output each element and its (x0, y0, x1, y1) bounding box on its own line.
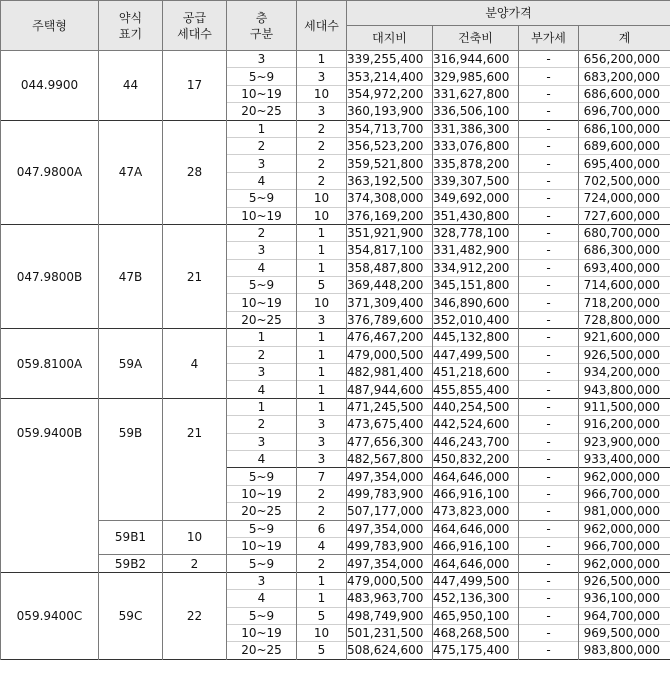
total-price-cell: 686,100,000 (579, 120, 670, 137)
building-price-cell: 331,482,900 (433, 242, 519, 259)
table-row (1, 120, 670, 137)
floor-cell: 4 (227, 172, 297, 189)
land-price-cell: 501,231,500 (347, 624, 433, 641)
table-row (1, 468, 670, 485)
floor-cell: 2 (227, 346, 297, 363)
building-price-cell: 339,307,500 (433, 172, 519, 189)
building-price-cell: 331,627,800 (433, 85, 519, 102)
building-price-cell: 351,430,800 (433, 207, 519, 224)
table-header (1, 1, 670, 51)
floor-cell: 10~19 (227, 485, 297, 502)
vat-cell: - (519, 450, 579, 467)
floor-cell: 10~19 (227, 207, 297, 224)
floor-cell: 1 (227, 120, 297, 137)
vat-cell: - (519, 607, 579, 624)
building-price-cell: 468,268,500 (433, 624, 519, 641)
total-price-cell: 983,800,000 (579, 642, 670, 659)
floor-cell: 5~9 (227, 607, 297, 624)
land-price-cell: 479,000,500 (347, 346, 433, 363)
supply-cell: 22 (163, 572, 227, 659)
units-cell: 3 (297, 416, 347, 433)
building-price-cell: 335,878,200 (433, 155, 519, 172)
total-price-cell: 936,100,000 (579, 590, 670, 607)
abbrev-cell: 59A (99, 329, 163, 399)
floor-cell: 1 (227, 398, 297, 415)
total-price-cell: 926,500,000 (579, 572, 670, 589)
floor-cell: 20~25 (227, 311, 297, 328)
land-price-cell: 363,192,500 (347, 172, 433, 189)
building-price-cell: 331,386,300 (433, 120, 519, 137)
land-price-cell: 351,921,900 (347, 224, 433, 241)
units-cell: 7 (297, 468, 347, 485)
housing-type-cell: 059.8100A (1, 329, 99, 399)
units-cell: 3 (297, 68, 347, 85)
total-price-cell: 686,600,000 (579, 85, 670, 102)
total-price-cell: 926,500,000 (579, 346, 670, 363)
abbrev-cell: 59C (99, 572, 163, 659)
building-price-cell: 328,778,100 (433, 224, 519, 241)
vat-cell: - (519, 468, 579, 485)
vat-cell: - (519, 503, 579, 520)
vat-cell: - (519, 103, 579, 120)
land-price-cell: 477,656,300 (347, 433, 433, 450)
vat-cell: - (519, 137, 579, 154)
building-price-cell: 473,823,000 (433, 503, 519, 520)
building-price-cell: 346,890,600 (433, 294, 519, 311)
units-cell: 1 (297, 398, 347, 415)
total-price-cell: 966,700,000 (579, 485, 670, 502)
housing-type-cell (1, 468, 99, 572)
total-price-cell: 911,500,000 (579, 398, 670, 415)
total-price-cell: 702,500,000 (579, 172, 670, 189)
floor-cell: 20~25 (227, 103, 297, 120)
supply-cell: 4 (163, 329, 227, 399)
header-land: 대지비 (347, 26, 433, 51)
land-price-cell: 476,467,200 (347, 329, 433, 346)
vat-cell: - (519, 155, 579, 172)
units-cell: 10 (297, 85, 347, 102)
units-cell: 1 (297, 329, 347, 346)
vat-cell: - (519, 207, 579, 224)
building-price-cell: 334,912,200 (433, 259, 519, 276)
land-price-cell: 482,567,800 (347, 450, 433, 467)
floor-cell: 5~9 (227, 468, 297, 485)
units-cell: 5 (297, 607, 347, 624)
units-cell: 10 (297, 190, 347, 207)
header-vat: 부가세 (519, 26, 579, 51)
land-price-cell: 497,354,000 (347, 468, 433, 485)
building-price-cell: 450,832,200 (433, 450, 519, 467)
building-price-cell: 329,985,600 (433, 68, 519, 85)
housing-type-cell: 059.9400B (1, 398, 99, 468)
total-price-cell: 964,700,000 (579, 607, 670, 624)
total-price-cell: 693,400,000 (579, 259, 670, 276)
total-price-cell: 981,000,000 (579, 503, 670, 520)
total-price-cell: 923,900,000 (579, 433, 670, 450)
land-price-cell: 376,169,200 (347, 207, 433, 224)
header-units: 세대수 (297, 1, 347, 51)
floor-cell: 2 (227, 416, 297, 433)
header-housing-type: 주택형 (1, 1, 99, 51)
land-price-cell: 360,193,900 (347, 103, 433, 120)
units-cell: 2 (297, 485, 347, 502)
floor-cell: 3 (227, 155, 297, 172)
building-price-cell: 446,243,700 (433, 433, 519, 450)
total-price-cell: 727,600,000 (579, 207, 670, 224)
total-price-cell: 724,000,000 (579, 190, 670, 207)
floor-cell: 20~25 (227, 503, 297, 520)
housing-type-cell: 044.9900 (1, 51, 99, 121)
table-body (1, 51, 670, 660)
building-price-cell: 464,646,000 (433, 520, 519, 537)
total-price-cell: 933,400,000 (579, 450, 670, 467)
total-price-cell: 966,700,000 (579, 537, 670, 554)
building-price-cell: 452,136,300 (433, 590, 519, 607)
floor-cell: 5~9 (227, 190, 297, 207)
vat-cell: - (519, 294, 579, 311)
supply-cell: 21 (163, 398, 227, 468)
vat-cell: - (519, 311, 579, 328)
land-price-cell: 507,177,000 (347, 503, 433, 520)
supply-cell: 2 (163, 555, 227, 572)
table-row (1, 572, 670, 589)
housing-type-cell: 059.9400C (1, 572, 99, 659)
header-price-group: 분양가격 (347, 1, 670, 26)
land-price-cell: 471,245,500 (347, 398, 433, 415)
table-row (1, 555, 670, 572)
units-cell: 1 (297, 572, 347, 589)
units-cell: 1 (297, 346, 347, 363)
building-price-cell: 451,218,600 (433, 364, 519, 381)
units-cell: 5 (297, 277, 347, 294)
floor-cell: 3 (227, 433, 297, 450)
building-price-cell: 440,254,500 (433, 398, 519, 415)
land-price-cell: 479,000,500 (347, 572, 433, 589)
floor-cell: 3 (227, 51, 297, 68)
building-price-cell: 447,499,500 (433, 346, 519, 363)
units-cell: 3 (297, 103, 347, 120)
building-price-cell: 333,076,800 (433, 137, 519, 154)
total-price-cell: 656,200,000 (579, 51, 670, 68)
table-row (1, 398, 670, 415)
building-price-cell: 352,010,400 (433, 311, 519, 328)
table-row (1, 224, 670, 241)
total-price-cell: 683,200,000 (579, 68, 670, 85)
floor-cell: 10~19 (227, 537, 297, 554)
building-price-cell: 336,506,100 (433, 103, 519, 120)
floor-cell: 3 (227, 242, 297, 259)
vat-cell: - (519, 190, 579, 207)
vat-cell: - (519, 555, 579, 572)
land-price-cell: 353,214,400 (347, 68, 433, 85)
abbrev-cell: 47B (99, 224, 163, 328)
total-price-cell: 962,000,000 (579, 468, 670, 485)
vat-cell: - (519, 259, 579, 276)
vat-cell: - (519, 590, 579, 607)
land-price-cell: 354,817,100 (347, 242, 433, 259)
land-price-cell: 339,255,400 (347, 51, 433, 68)
land-price-cell: 358,487,800 (347, 259, 433, 276)
vat-cell: - (519, 485, 579, 502)
supply-cell (163, 468, 227, 520)
land-price-cell: 356,523,200 (347, 137, 433, 154)
abbrev-cell (99, 468, 163, 520)
abbrev-cell: 47A (99, 120, 163, 224)
units-cell: 2 (297, 555, 347, 572)
floor-cell: 5~9 (227, 277, 297, 294)
land-price-cell: 374,308,000 (347, 190, 433, 207)
floor-cell: 2 (227, 224, 297, 241)
floor-cell: 3 (227, 572, 297, 589)
total-price-cell: 696,700,000 (579, 103, 670, 120)
header-supply: 공급 세대수 (163, 1, 227, 51)
vat-cell: - (519, 172, 579, 189)
units-cell: 6 (297, 520, 347, 537)
floor-cell: 3 (227, 364, 297, 381)
floor-cell: 4 (227, 590, 297, 607)
supply-cell: 21 (163, 224, 227, 328)
building-price-cell: 464,646,000 (433, 555, 519, 572)
units-cell: 2 (297, 120, 347, 137)
units-cell: 2 (297, 503, 347, 520)
building-price-cell: 316,944,600 (433, 51, 519, 68)
units-cell: 2 (297, 172, 347, 189)
abbrev-cell: 59B1 (99, 520, 163, 555)
units-cell: 10 (297, 294, 347, 311)
units-cell: 1 (297, 364, 347, 381)
total-price-cell: 916,200,000 (579, 416, 670, 433)
units-cell: 3 (297, 311, 347, 328)
building-price-cell: 349,692,000 (433, 190, 519, 207)
floor-cell: 5~9 (227, 520, 297, 537)
units-cell: 1 (297, 259, 347, 276)
floor-cell: 1 (227, 329, 297, 346)
floor-cell: 4 (227, 259, 297, 276)
land-price-cell: 376,789,600 (347, 311, 433, 328)
supply-cell: 17 (163, 51, 227, 121)
vat-cell: - (519, 520, 579, 537)
land-price-cell: 371,309,400 (347, 294, 433, 311)
land-price-cell: 473,675,400 (347, 416, 433, 433)
land-price-cell: 499,783,900 (347, 537, 433, 554)
land-price-cell: 354,972,200 (347, 85, 433, 102)
units-cell: 1 (297, 51, 347, 68)
units-cell: 1 (297, 242, 347, 259)
land-price-cell: 498,749,900 (347, 607, 433, 624)
total-price-cell: 686,300,000 (579, 242, 670, 259)
housing-type-cell: 047.9800A (1, 120, 99, 224)
units-cell: 2 (297, 155, 347, 172)
table-row (1, 520, 670, 537)
floor-cell: 20~25 (227, 642, 297, 659)
units-cell: 1 (297, 224, 347, 241)
units-cell: 5 (297, 642, 347, 659)
vat-cell: - (519, 68, 579, 85)
total-price-cell: 689,600,000 (579, 137, 670, 154)
total-price-cell: 718,200,000 (579, 294, 670, 311)
vat-cell: - (519, 624, 579, 641)
land-price-cell: 499,783,900 (347, 485, 433, 502)
building-price-cell: 466,916,100 (433, 537, 519, 554)
vat-cell: - (519, 416, 579, 433)
supply-cell: 10 (163, 520, 227, 555)
land-price-cell: 482,981,400 (347, 364, 433, 381)
vat-cell: - (519, 433, 579, 450)
abbrev-cell: 44 (99, 51, 163, 121)
building-price-cell: 475,175,400 (433, 642, 519, 659)
vat-cell: - (519, 346, 579, 363)
land-price-cell: 497,354,000 (347, 555, 433, 572)
total-price-cell: 714,600,000 (579, 277, 670, 294)
land-price-cell: 497,354,000 (347, 520, 433, 537)
building-price-cell: 447,499,500 (433, 572, 519, 589)
vat-cell: - (519, 364, 579, 381)
building-price-cell: 345,151,800 (433, 277, 519, 294)
abbrev-cell: 59B2 (99, 555, 163, 572)
vat-cell: - (519, 85, 579, 102)
units-cell: 2 (297, 137, 347, 154)
units-cell: 1 (297, 590, 347, 607)
total-price-cell: 969,500,000 (579, 624, 670, 641)
total-price-cell: 680,700,000 (579, 224, 670, 241)
total-price-cell: 728,800,000 (579, 311, 670, 328)
land-price-cell: 483,963,700 (347, 590, 433, 607)
vat-cell: - (519, 224, 579, 241)
building-price-cell: 445,132,800 (433, 329, 519, 346)
land-price-cell: 354,713,700 (347, 120, 433, 137)
vat-cell: - (519, 120, 579, 137)
units-cell: 1 (297, 381, 347, 398)
building-price-cell: 465,950,100 (433, 607, 519, 624)
floor-cell: 10~19 (227, 624, 297, 641)
building-price-cell: 455,855,400 (433, 381, 519, 398)
total-price-cell: 943,800,000 (579, 381, 670, 398)
vat-cell: - (519, 381, 579, 398)
floor-cell: 4 (227, 450, 297, 467)
building-price-cell: 466,916,100 (433, 485, 519, 502)
header-abbrev: 약식 표기 (99, 1, 163, 51)
units-cell: 3 (297, 433, 347, 450)
vat-cell: - (519, 642, 579, 659)
total-price-cell: 934,200,000 (579, 364, 670, 381)
total-price-cell: 962,000,000 (579, 555, 670, 572)
land-price-cell: 508,624,600 (347, 642, 433, 659)
units-cell: 10 (297, 624, 347, 641)
land-price-cell: 359,521,800 (347, 155, 433, 172)
floor-cell: 10~19 (227, 294, 297, 311)
vat-cell: - (519, 329, 579, 346)
units-cell: 3 (297, 450, 347, 467)
total-price-cell: 962,000,000 (579, 520, 670, 537)
vat-cell: - (519, 51, 579, 68)
land-price-cell: 369,448,200 (347, 277, 433, 294)
units-cell: 10 (297, 207, 347, 224)
building-price-cell: 464,646,000 (433, 468, 519, 485)
floor-cell: 5~9 (227, 555, 297, 572)
units-cell: 4 (297, 537, 347, 554)
vat-cell: - (519, 398, 579, 415)
building-price-cell: 442,524,600 (433, 416, 519, 433)
floor-cell: 10~19 (227, 85, 297, 102)
header-building: 건축비 (433, 26, 519, 51)
header-total: 계 (579, 26, 670, 51)
floor-cell: 2 (227, 137, 297, 154)
land-price-cell: 487,944,600 (347, 381, 433, 398)
vat-cell: - (519, 572, 579, 589)
table-row (1, 51, 670, 68)
vat-cell: - (519, 537, 579, 554)
floor-cell: 4 (227, 381, 297, 398)
header-floor: 층 구분 (227, 1, 297, 51)
vat-cell: - (519, 242, 579, 259)
abbrev-cell: 59B (99, 398, 163, 468)
supply-cell: 28 (163, 120, 227, 224)
table-row (1, 329, 670, 346)
total-price-cell: 695,400,000 (579, 155, 670, 172)
total-price-cell: 921,600,000 (579, 329, 670, 346)
vat-cell: - (519, 277, 579, 294)
floor-cell: 5~9 (227, 68, 297, 85)
housing-type-cell: 047.9800B (1, 224, 99, 328)
